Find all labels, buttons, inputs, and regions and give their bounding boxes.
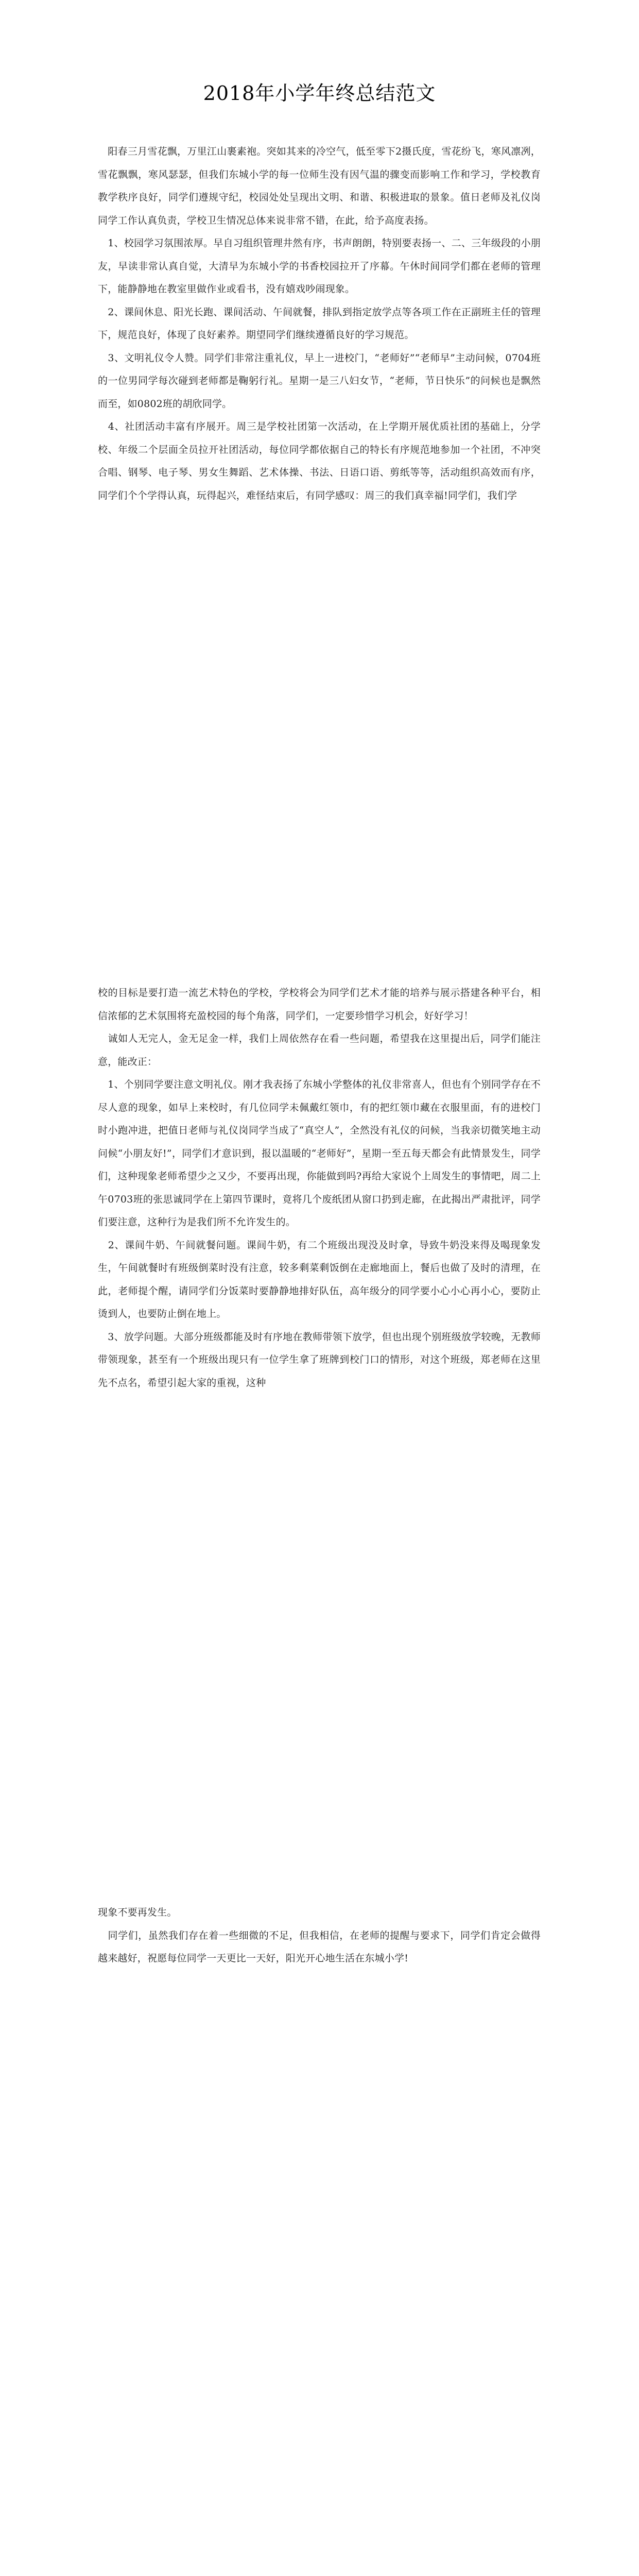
paragraph: 阳春三月雪花飘，万里江山裹素袍。突如其来的冷空气，低至零下2摄氏度，雪花纷飞，寒风凛冽，雪花飘飘，寒风瑟瑟，但我们东城小学的每一位师生没有因气温的骤变而影响工作和学习，学校教育教学秩序良好，同学们遵规守纪，校园处处呈现出文明、和谐、积极进取的景象。值日老师及礼仪岗同学工作认真负责，学校卫生情况总体来说非常不错，在此，给予高度表扬。 [98,146,541,226]
paragraph: 同学们，虽然我们存在着一些细微的不足，但我相信，在老师的提醒与要求下，同学们肯定会做得越来越好，祝愿每位同学一天更比一天好，阳光开心地生活在东城小学! [98,1929,541,1964]
paragraph: 2、课间牛奶、午间就餐问题。课间牛奶，有二个班级出现没及时拿，导致牛奶没来得及喝现象发生，午间就餐时有班级倒菜时没有注意，较多剩菜剩饭倒在走廊地面上，餐后也做了及时的清理，在此，老师提个醒，请同学们分饭菜时要静静地排好队伍，高年级分的同学要小心小心再小心，要防止烫到人，也要防止倒在地上。 [98,1239,541,1319]
paragraph: 2、课间休息、阳光长跑、课间活动、午间就餐，排队到指定放学点等各项工作在正副班主任的管理下，规范良好，体现了良好素养。期望同学们继续遵循良好的学习规范。 [98,306,541,341]
paragraph: 1、个别同学要注意文明礼仪。刚才我表扬了东城小学整体的礼仪非常喜人，但也有个别同学存在不尽人意的现象，如早上来校时，有几位同学未佩戴红领巾，有的把红领巾藏在衣服里面，有的进校门时小跑冲进，把值日老师与礼仪岗同学当成了“真空人”，全然没有礼仪的问候，当我亲切微笑地主动问候“小朋友好!”，同学们才意识到，报以温暖的“老师好”，星期一至五每天都会有此情景发生，同学们，这种现象老师希望少之又少，不要再出现，你能做到吗?再给大家说个上周发生的事情吧，周二上午0703班的张思诚同学在上第四节课时，竟将几个废纸团从窗口扔到走廊，在此揭出严肃批评，同学们要注意，这种行为是我们所不允许发生的。 [98,1079,541,1228]
page-2-body [98,981,541,1394]
paragraph: 校的目标是要打造一流艺术特色的学校，学校将会为同学们艺术才能的培养与展示搭建各种平台，相信浓郁的艺术氛围将充盈校园的每个角落，同学们，一定要珍惜学习机会，好好学习！ [98,987,541,1022]
page-3-body [98,1901,541,1970]
paragraph: 3、放学问题。大部分班级都能及时有序地在教师带领下放学，但也出现个别班级放学较晚，无教师带领现象，甚至有一个班级出现只有一位学生拿了班牌到校门口的情形，对这个班级，郑老师在这里先不点名，希望引起大家的重视，这种 [98,1331,541,1388]
paragraph: 1、校园学习氛围浓厚。早自习组织管理井然有序，书声朗朗，特别要表扬一、二、三年级段的小朋友，早读非常认真自觉，大清早为东城小学的书香校园拉开了序幕。午休时间同学们都在老师的管理下，能静静地在教室里做作业或看书，没有嬉戏吵闹现象。 [98,238,541,295]
paragraph: 诚如人无完人，金无足金一样，我们上周依然存在看一些问题，希望我在这里提出后，同学们能注意，能改正： [98,1033,541,1067]
paragraph: 3、文明礼仪令人赞。同学们非常注重礼仪，早上一进校门，“老师好”“老师早”主动问候，0704班的一位男同学每次碰到老师都是鞠躬行礼。星期一是三八妇女节，“老师，节日快乐”的问候也是飘然而至，如0802班的胡欣同学。 [98,352,541,410]
paragraph: 现象不要再发生。 [98,1907,177,1918]
paragraph: 4、社团活动丰富有序展开。周三是学校社团第一次活动，在上学期开展优质社团的基础上，分学校、年级二个层面全员拉开社团活动，每位同学都依据自己的特长有序规范地参加一个社团，不冲突 合唱、钢琴、电子琴、男女生舞蹈、艺术体操、书法、日语口语、剪纸等等，活动组织高效而有序，同学们个个学得认真，玩得起兴，难怪结束后，有同学感叹：周三的我们真幸福!同学们，我们学 [98,421,541,501]
page-1-body [98,140,541,507]
document-title: 2018年小学年终总结范文 [203,82,436,105]
